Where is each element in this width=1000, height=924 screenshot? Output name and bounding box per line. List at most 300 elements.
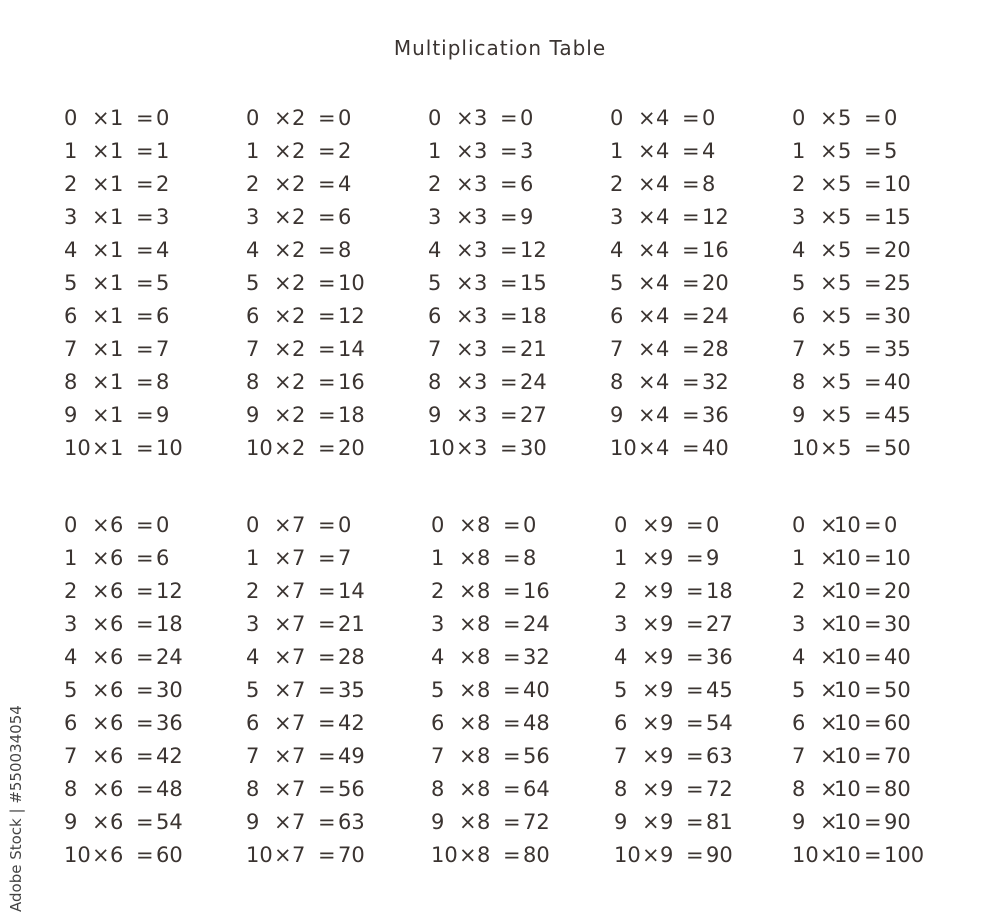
product: 8 xyxy=(702,172,716,196)
equals-sign: = xyxy=(136,579,154,603)
equals-sign: = xyxy=(318,810,336,834)
multiplier: 6 xyxy=(110,711,124,735)
multiplier: 10 xyxy=(834,810,861,834)
times-sign: × xyxy=(92,403,110,427)
times-sign: × xyxy=(820,238,838,262)
equation-row xyxy=(792,707,962,740)
operand: 10 xyxy=(246,436,273,460)
operand: 5 xyxy=(792,678,806,702)
product: 21 xyxy=(520,337,547,361)
equals-sign: = xyxy=(682,205,700,229)
equals-sign: = xyxy=(318,546,336,570)
times-table-8 xyxy=(431,509,601,872)
operand: 4 xyxy=(614,645,628,669)
product: 81 xyxy=(706,810,733,834)
times-sign: × xyxy=(92,777,110,801)
times-sign: × xyxy=(274,645,292,669)
multiplier: 5 xyxy=(838,436,852,460)
times-sign: × xyxy=(638,337,656,361)
multiplier: 1 xyxy=(110,436,124,460)
operand: 5 xyxy=(428,271,442,295)
product: 32 xyxy=(523,645,550,669)
equation-row xyxy=(614,509,784,542)
operand: 0 xyxy=(792,513,806,537)
product: 90 xyxy=(706,843,733,867)
multiplier: 2 xyxy=(292,403,306,427)
times-sign: × xyxy=(459,513,477,537)
product: 60 xyxy=(156,843,183,867)
operand: 6 xyxy=(64,711,78,735)
equation-row xyxy=(610,102,780,135)
product: 72 xyxy=(706,777,733,801)
equation-row xyxy=(610,366,780,399)
product: 50 xyxy=(884,436,911,460)
operand: 1 xyxy=(246,139,260,163)
multiplier: 9 xyxy=(660,579,674,603)
multiplier: 1 xyxy=(110,172,124,196)
multiplier: 8 xyxy=(477,711,491,735)
operand: 7 xyxy=(610,337,624,361)
product: 3 xyxy=(156,205,170,229)
times-sign: × xyxy=(459,579,477,603)
equation-row xyxy=(64,168,234,201)
multiplier: 8 xyxy=(477,612,491,636)
multiplier: 1 xyxy=(110,403,124,427)
operand: 4 xyxy=(431,645,445,669)
operand: 5 xyxy=(64,678,78,702)
times-sign: × xyxy=(274,106,292,130)
equals-sign: = xyxy=(500,106,518,130)
times-sign: × xyxy=(274,238,292,262)
times-sign: × xyxy=(456,436,474,460)
operand: 8 xyxy=(610,370,624,394)
equation-row xyxy=(792,542,962,575)
product: 54 xyxy=(706,711,733,735)
operand: 0 xyxy=(610,106,624,130)
equation-row xyxy=(246,839,416,872)
equals-sign: = xyxy=(686,777,704,801)
times-sign: × xyxy=(92,744,110,768)
operand: 8 xyxy=(431,777,445,801)
multiplier: 7 xyxy=(292,612,306,636)
product: 2 xyxy=(338,139,352,163)
product: 36 xyxy=(702,403,729,427)
equals-sign: = xyxy=(318,579,336,603)
multiplier: 4 xyxy=(656,139,670,163)
equation-row xyxy=(610,300,780,333)
product: 16 xyxy=(702,238,729,262)
equation-row xyxy=(614,542,784,575)
times-sign: × xyxy=(92,271,110,295)
operand: 1 xyxy=(246,546,260,570)
product: 10 xyxy=(156,436,183,460)
times-sign: × xyxy=(459,612,477,636)
equals-sign: = xyxy=(318,271,336,295)
product: 30 xyxy=(156,678,183,702)
equation-row xyxy=(64,267,234,300)
multiplier: 3 xyxy=(474,436,488,460)
product: 10 xyxy=(338,271,365,295)
product: 18 xyxy=(338,403,365,427)
equation-row xyxy=(246,740,416,773)
operand: 10 xyxy=(614,843,641,867)
equation-row xyxy=(610,399,780,432)
multiplier: 8 xyxy=(477,579,491,603)
equation-row xyxy=(614,707,784,740)
operand: 10 xyxy=(64,436,91,460)
multiplier: 7 xyxy=(292,546,306,570)
equation-row xyxy=(792,674,962,707)
times-sign: × xyxy=(638,106,656,130)
equals-sign: = xyxy=(864,513,882,537)
equation-row xyxy=(246,806,416,839)
equals-sign: = xyxy=(864,579,882,603)
multiplier: 3 xyxy=(474,304,488,328)
equation-row xyxy=(792,102,962,135)
equals-sign: = xyxy=(500,370,518,394)
times-table-7 xyxy=(246,509,416,872)
times-sign: × xyxy=(456,370,474,394)
times-sign: × xyxy=(92,579,110,603)
operand: 7 xyxy=(792,337,806,361)
operand: 2 xyxy=(792,172,806,196)
product: 27 xyxy=(520,403,547,427)
times-sign: × xyxy=(92,238,110,262)
operand: 10 xyxy=(64,843,91,867)
equation-row xyxy=(64,399,234,432)
times-sign: × xyxy=(820,436,838,460)
multiplier: 5 xyxy=(838,337,852,361)
equals-sign: = xyxy=(503,546,521,570)
multiplier: 4 xyxy=(656,403,670,427)
equals-sign: = xyxy=(136,205,154,229)
product: 21 xyxy=(338,612,365,636)
product: 7 xyxy=(156,337,170,361)
times-sign: × xyxy=(820,711,838,735)
operand: 6 xyxy=(792,711,806,735)
equals-sign: = xyxy=(686,810,704,834)
multiplier: 5 xyxy=(838,238,852,262)
product: 2 xyxy=(156,172,170,196)
equation-row xyxy=(246,234,416,267)
multiplier: 2 xyxy=(292,304,306,328)
times-table-6 xyxy=(64,509,234,872)
equation-row xyxy=(614,740,784,773)
equals-sign: = xyxy=(503,513,521,537)
stock-id-label: Adobe Stock | #550034054 xyxy=(7,705,25,912)
equation-row xyxy=(431,509,601,542)
times-sign: × xyxy=(820,403,838,427)
times-sign: × xyxy=(642,513,660,537)
equation-row xyxy=(64,234,234,267)
operand: 5 xyxy=(246,678,260,702)
operand: 10 xyxy=(792,843,819,867)
multiplier: 7 xyxy=(292,777,306,801)
equation-row xyxy=(428,201,598,234)
operand: 10 xyxy=(431,843,458,867)
equation-row xyxy=(246,542,416,575)
equation-row xyxy=(792,806,962,839)
equals-sign: = xyxy=(136,744,154,768)
times-table-9 xyxy=(614,509,784,872)
multiplier: 7 xyxy=(292,744,306,768)
times-sign: × xyxy=(92,645,110,669)
times-sign: × xyxy=(456,139,474,163)
multiplier: 3 xyxy=(474,139,488,163)
multiplier: 3 xyxy=(474,205,488,229)
multiplier: 2 xyxy=(292,238,306,262)
multiplier: 8 xyxy=(477,513,491,537)
product: 49 xyxy=(338,744,365,768)
equation-row xyxy=(64,542,234,575)
operand: 1 xyxy=(614,546,628,570)
operand: 2 xyxy=(428,172,442,196)
equation-row xyxy=(64,432,234,465)
operand: 8 xyxy=(246,777,260,801)
multiplier: 6 xyxy=(110,513,124,537)
equation-row xyxy=(792,608,962,641)
operand: 0 xyxy=(614,513,628,537)
product: 80 xyxy=(523,843,550,867)
times-table-4 xyxy=(610,102,780,465)
product: 6 xyxy=(156,304,170,328)
multiplier: 6 xyxy=(110,810,124,834)
product: 42 xyxy=(338,711,365,735)
equals-sign: = xyxy=(686,744,704,768)
equation-row xyxy=(792,168,962,201)
operand: 8 xyxy=(614,777,628,801)
product: 90 xyxy=(884,810,911,834)
equals-sign: = xyxy=(500,436,518,460)
equation-row xyxy=(64,641,234,674)
times-sign: × xyxy=(274,205,292,229)
operand: 10 xyxy=(428,436,455,460)
equals-sign: = xyxy=(318,645,336,669)
equals-sign: = xyxy=(500,139,518,163)
times-sign: × xyxy=(642,843,660,867)
operand: 6 xyxy=(792,304,806,328)
equals-sign: = xyxy=(503,744,521,768)
multiplier: 2 xyxy=(292,106,306,130)
equals-sign: = xyxy=(864,777,882,801)
equals-sign: = xyxy=(864,304,882,328)
operand: 1 xyxy=(610,139,624,163)
operand: 7 xyxy=(64,337,78,361)
times-sign: × xyxy=(456,403,474,427)
times-sign: × xyxy=(820,777,838,801)
operand: 7 xyxy=(246,744,260,768)
equation-row xyxy=(64,201,234,234)
multiplier: 1 xyxy=(110,238,124,262)
product: 54 xyxy=(156,810,183,834)
product: 35 xyxy=(884,337,911,361)
equation-row xyxy=(64,102,234,135)
product: 18 xyxy=(156,612,183,636)
times-sign: × xyxy=(92,337,110,361)
times-sign: × xyxy=(459,711,477,735)
product: 48 xyxy=(523,711,550,735)
equation-row xyxy=(246,102,416,135)
equals-sign: = xyxy=(136,810,154,834)
product: 8 xyxy=(156,370,170,394)
equation-row xyxy=(428,432,598,465)
equation-row xyxy=(614,806,784,839)
product: 0 xyxy=(702,106,716,130)
equation-row xyxy=(792,399,962,432)
operand: 1 xyxy=(431,546,445,570)
operand: 2 xyxy=(431,579,445,603)
times-sign: × xyxy=(820,513,838,537)
times-sign: × xyxy=(638,403,656,427)
times-sign: × xyxy=(274,810,292,834)
product: 20 xyxy=(702,271,729,295)
multiplier: 7 xyxy=(292,678,306,702)
equation-row xyxy=(792,575,962,608)
times-sign: × xyxy=(820,139,838,163)
multiplier: 2 xyxy=(292,370,306,394)
times-sign: × xyxy=(820,271,838,295)
equals-sign: = xyxy=(136,612,154,636)
equals-sign: = xyxy=(136,304,154,328)
times-sign: × xyxy=(456,304,474,328)
equation-row xyxy=(64,839,234,872)
equals-sign: = xyxy=(864,678,882,702)
equals-sign: = xyxy=(136,337,154,361)
equation-row xyxy=(610,432,780,465)
equals-sign: = xyxy=(864,337,882,361)
equation-row xyxy=(64,333,234,366)
equation-row xyxy=(614,575,784,608)
equals-sign: = xyxy=(682,304,700,328)
product: 64 xyxy=(523,777,550,801)
times-sign: × xyxy=(274,337,292,361)
times-sign: × xyxy=(92,810,110,834)
times-sign: × xyxy=(92,304,110,328)
equation-row xyxy=(614,608,784,641)
operand: 0 xyxy=(792,106,806,130)
operand: 7 xyxy=(64,744,78,768)
times-sign: × xyxy=(459,810,477,834)
operand: 2 xyxy=(64,172,78,196)
equation-row xyxy=(792,432,962,465)
multiplier: 8 xyxy=(477,678,491,702)
times-sign: × xyxy=(92,612,110,636)
multiplier: 8 xyxy=(477,645,491,669)
operand: 3 xyxy=(64,612,78,636)
equals-sign: = xyxy=(864,612,882,636)
operand: 10 xyxy=(610,436,637,460)
operand: 1 xyxy=(64,546,78,570)
equals-sign: = xyxy=(682,238,700,262)
equals-sign: = xyxy=(500,271,518,295)
operand: 3 xyxy=(792,205,806,229)
equals-sign: = xyxy=(136,172,154,196)
equation-row xyxy=(64,608,234,641)
times-sign: × xyxy=(642,810,660,834)
equals-sign: = xyxy=(686,645,704,669)
operand: 7 xyxy=(431,744,445,768)
product: 40 xyxy=(702,436,729,460)
product: 30 xyxy=(884,304,911,328)
multiplier: 10 xyxy=(834,744,861,768)
times-sign: × xyxy=(820,678,838,702)
multiplier: 6 xyxy=(110,612,124,636)
multiplier: 10 xyxy=(834,546,861,570)
equals-sign: = xyxy=(318,678,336,702)
equals-sign: = xyxy=(686,711,704,735)
operand: 0 xyxy=(246,513,260,537)
times-sign: × xyxy=(820,205,838,229)
equals-sign: = xyxy=(864,645,882,669)
product: 14 xyxy=(338,579,365,603)
times-sign: × xyxy=(274,678,292,702)
times-sign: × xyxy=(820,579,838,603)
equation-row xyxy=(792,773,962,806)
times-table-2 xyxy=(246,102,416,465)
operand: 1 xyxy=(792,546,806,570)
operand: 10 xyxy=(246,843,273,867)
equals-sign: = xyxy=(686,513,704,537)
multiplier: 4 xyxy=(656,238,670,262)
times-sign: × xyxy=(459,645,477,669)
equation-row xyxy=(428,267,598,300)
times-sign: × xyxy=(92,546,110,570)
equals-sign: = xyxy=(318,612,336,636)
equals-sign: = xyxy=(864,744,882,768)
equation-row xyxy=(431,740,601,773)
multiplier: 1 xyxy=(110,106,124,130)
times-sign: × xyxy=(92,370,110,394)
times-sign: × xyxy=(820,645,838,669)
times-sign: × xyxy=(274,546,292,570)
equation-row xyxy=(246,674,416,707)
equation-row xyxy=(792,300,962,333)
equation-row xyxy=(610,201,780,234)
operand: 9 xyxy=(792,403,806,427)
product: 0 xyxy=(338,106,352,130)
times-sign: × xyxy=(642,777,660,801)
multiplier: 1 xyxy=(110,271,124,295)
product: 20 xyxy=(338,436,365,460)
equation-row xyxy=(246,399,416,432)
multiplier: 6 xyxy=(110,579,124,603)
times-sign: × xyxy=(456,271,474,295)
equals-sign: = xyxy=(682,337,700,361)
operand: 7 xyxy=(428,337,442,361)
equation-row xyxy=(792,740,962,773)
times-sign: × xyxy=(638,238,656,262)
product: 36 xyxy=(706,645,733,669)
equation-row xyxy=(431,641,601,674)
operand: 5 xyxy=(614,678,628,702)
times-sign: × xyxy=(820,612,838,636)
equals-sign: = xyxy=(503,810,521,834)
multiplier: 3 xyxy=(474,271,488,295)
product: 8 xyxy=(523,546,537,570)
product: 30 xyxy=(884,612,911,636)
multiplier: 3 xyxy=(474,370,488,394)
multiplier: 9 xyxy=(660,744,674,768)
operand: 4 xyxy=(792,238,806,262)
times-sign: × xyxy=(820,304,838,328)
product: 36 xyxy=(156,711,183,735)
equation-row xyxy=(64,674,234,707)
equals-sign: = xyxy=(864,172,882,196)
times-sign: × xyxy=(642,678,660,702)
multiplier: 4 xyxy=(656,304,670,328)
product: 6 xyxy=(156,546,170,570)
product: 0 xyxy=(338,513,352,537)
